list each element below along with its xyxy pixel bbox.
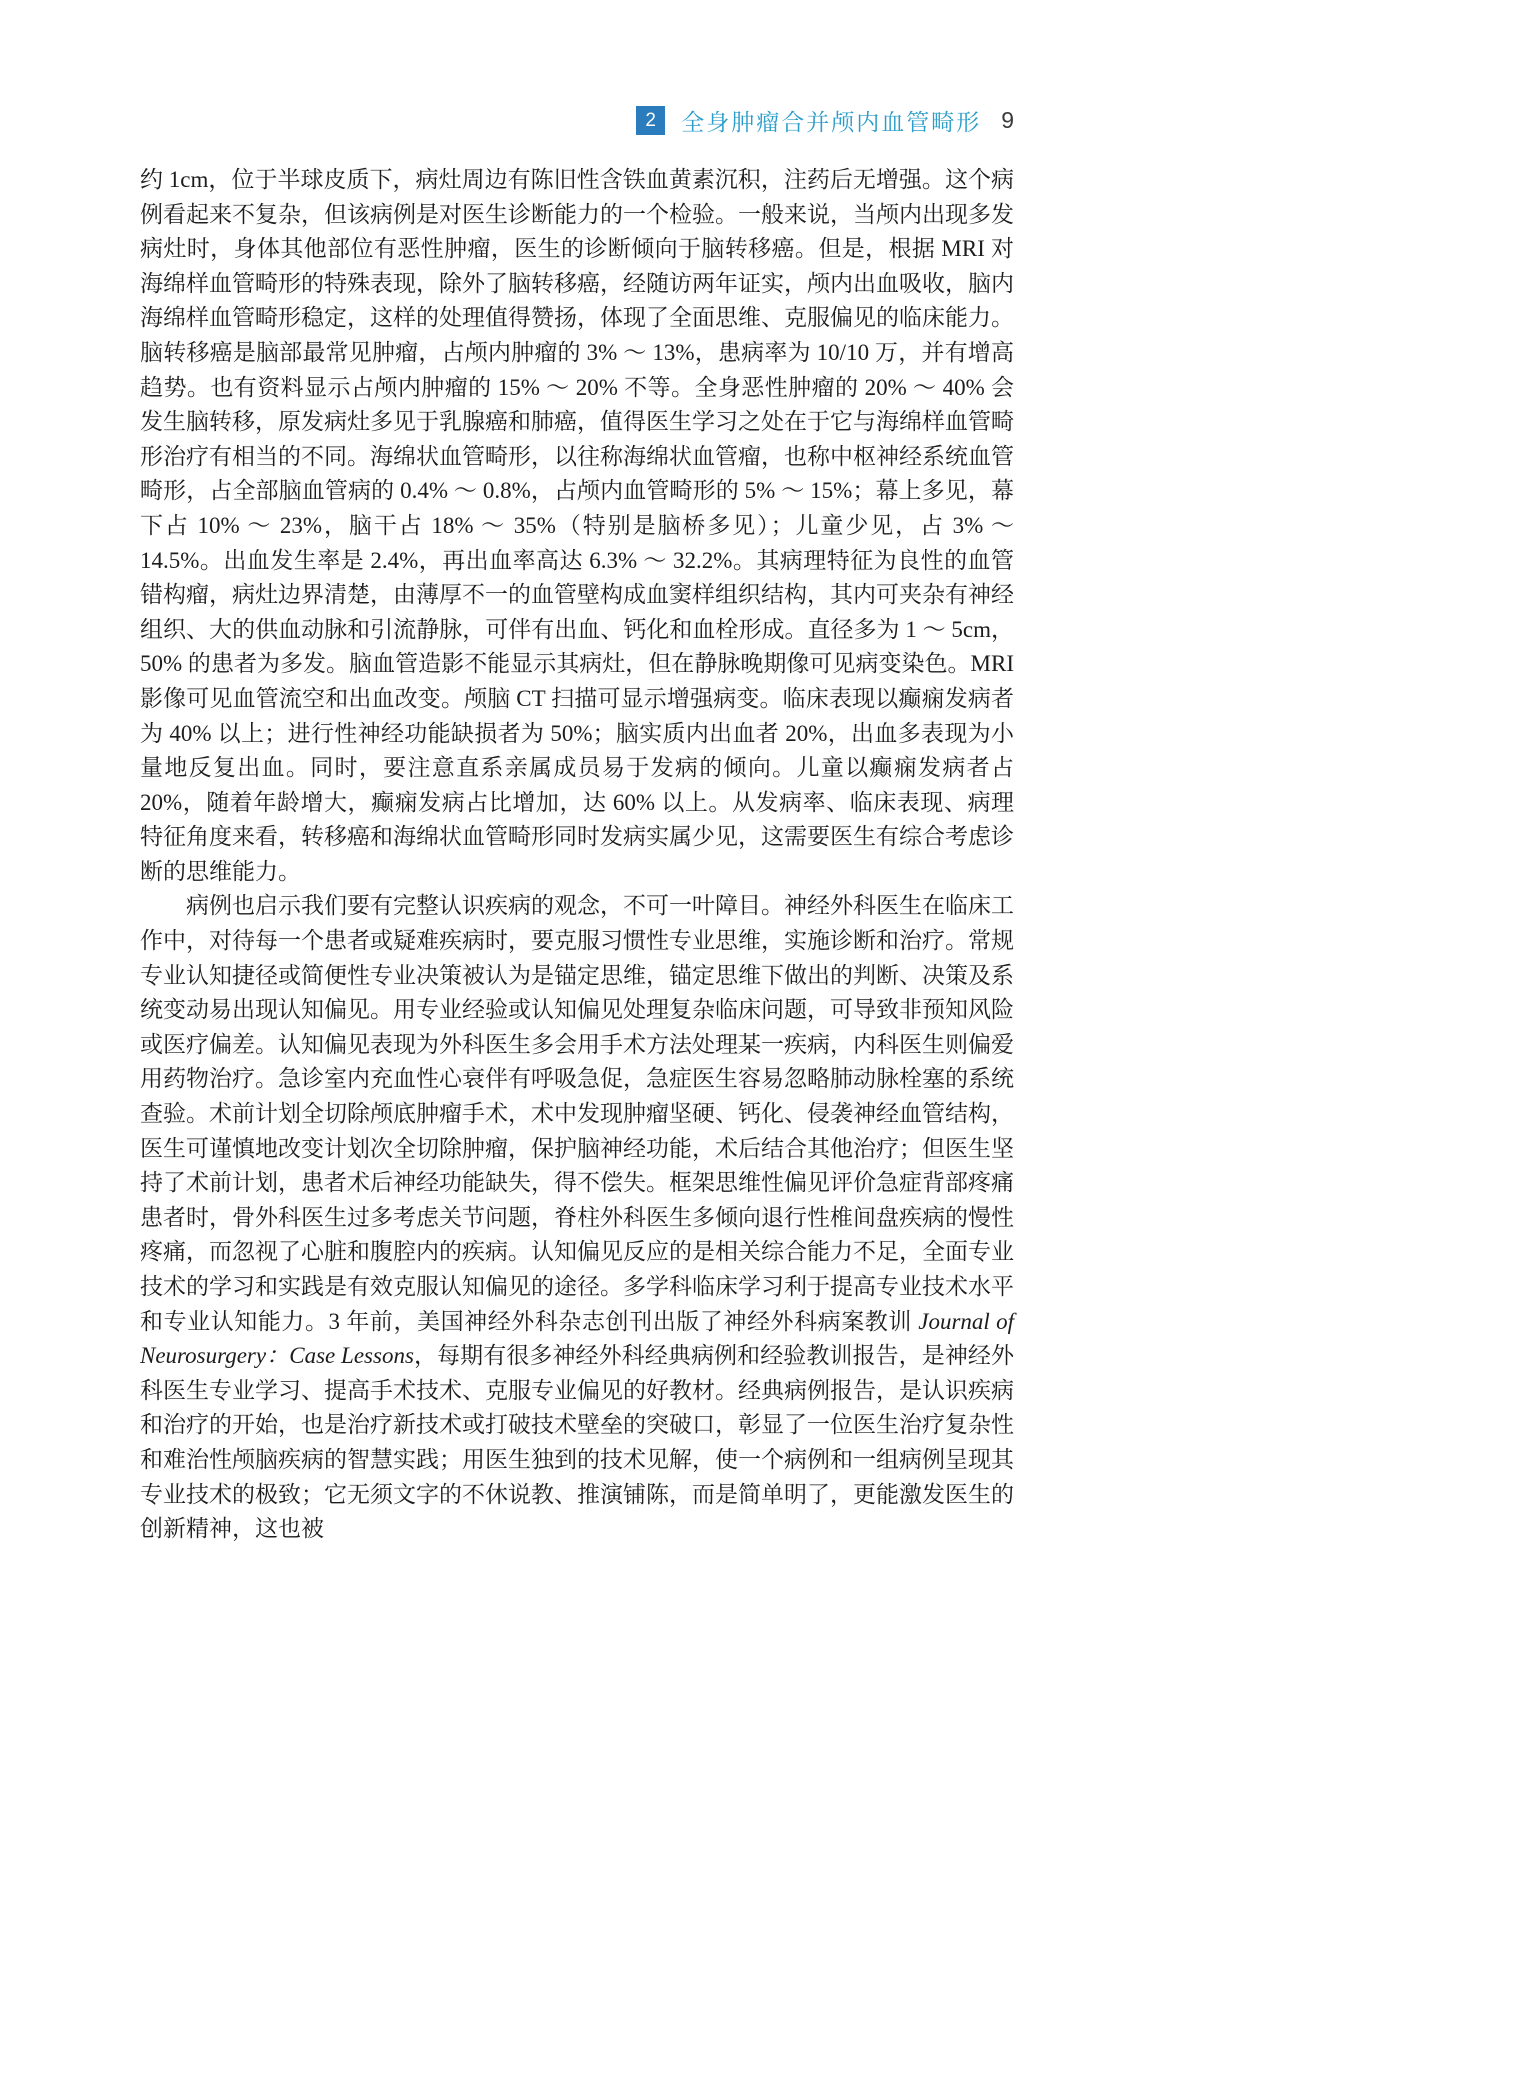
paragraph-continued: 约 1cm，位于半球皮质下，病灶周边有陈旧性含铁血黄素沉积，注药后无增强。这个病例看起来不复杂，但该病例是对医生诊断能力的一个检验。一般来说，当颅内出现多发病灶时，身体其他部位有恶性肿瘤，医生的诊断倾向于脑转移癌。但是，根据 MRI 对海绵样血管畸形的特殊表现，除外了脑转移癌，经随访两年证实，颅内出血吸收，脑内海绵样血管畸形稳定，这样的处理值得赞扬，体现了全面思维、克服偏见的临床能力。脑转移癌是脑部最常见肿瘤，占颅内肿瘤的 3% ～ 13%，患病率为 10/10 万，并有增高趋势。也有资料显示占颅内肿瘤的 15% ～ 20% 不等。全身恶性肿瘤的 20% ～ 40% 会发生脑转移，原发病灶多见于乳腺癌和肺癌，值得医生学习之处在于它与海绵样血管畸形治疗有相当的不同。海绵状血管畸形，以往称海绵状血管瘤，也称中枢神经系统血管畸形，占全部脑血管病的 0.4% ～ 0.8%，占颅内血管畸形的 5% ～ 15%；幕上多见，幕下占 10% ～ 23%，脑干占 18% ～ 35%（特别是脑桥多见）；儿童少见，占 3% ～ 14.5%。出血发生率是 2.4%，再出血率高达 6.3% ～ 32.2%。其病理特征为良性的血管错构瘤，病灶边界清楚，由薄厚不一的血管壁构成血窦样组织结构，其内可夹杂有神经组织、大的供血动脉和引流静脉，可伴有出血、钙化和血栓形成。直径多为 1 ～ 5cm，50% 的患者为多发。脑血管造影不能显示其病灶，但在静脉晚期像可见病变染色。MRI 影像可见血管流空和出血改变。颅脑 CT 扫描可显示增强病变。临床表现以癫痫发病者为 40% 以上；进行性神经功能缺损者为 50%；脑实质内出血者 20%，出血多表现为小量地反复出血。同时，要注意直系亲属成员易于发病的倾向。儿童以癫痫发病者占 20%，随着年龄增大，癫痫发病占比增加，达 60% 以上。从发病率、临床表现、病理特征角度来看，转移癌和海绵状血管畸形同时发病实属少见，这需要医生有综合考虑诊断的思维能力。: [140, 167, 1014, 884]
page-number: 9: [1001, 107, 1014, 133]
chapter-title: 全身肿瘤合并颅内血管畸形: [681, 109, 982, 135]
chapter-number-badge: 2: [636, 106, 665, 135]
running-header: [140, 104, 1014, 137]
paragraph-second-text-after: ，每期有很多神经外科经典病例和经验教训报告，是神经外科医生专业学习、提高手术技术、克服专业偏见的好教材。经典病例报告，是认识疾病和治疗的开始，也是治疗新技术或打破技术壁垒的突破口，彰显了一位医生治疗复杂性和难治性颅脑疾病的智慧实践；用医生独到的技术见解，使一个病例和一组病例呈现其专业技术的极致；它无须文字的不休说教、推演铺陈，而是简单明了，更能激发医生的创新精神，这也被: [140, 1343, 1014, 1542]
body-text: [140, 163, 1014, 1547]
paragraph-second-text-before: 病例也启示我们要有完整认识疾病的观念，不可一叶障目。神经外科医生在临床工作中，对待每一个患者或疑难疾病时，要克服习惯性专业思维，实施诊断和治疗。常规专业认知捷径或简便性专业决策被认为是锚定思维，锚定思维下做出的判断、决策及系统变动易出现认知偏见。用专业经验或认知偏见处理复杂临床问题，可导致非预知风险或医疗偏差。认知偏见表现为外科医生多会用手术方法处理某一疾病，内科医生则偏爱用药物治疗。急诊室内充血性心衰伴有呼吸急促，急症医生容易忽略肺动脉栓塞的系统查验。术前计划全切除颅底肿瘤手术，术中发现肿瘤坚硬、钙化、侵袭神经血管结构，医生可谨慎地改变计划次全切除肿瘤，保护脑神经功能，术后结合其他治疗；但医生坚持了术前计划，患者术后神经功能缺失，得不偿失。框架思维性偏见评价急症背部疼痛患者时，骨外科医生过多考虑关节问题，脊柱外科医生多倾向退行性椎间盘疾病的慢性疼痛，而忽视了心脏和腹腔内的疾病。认知偏见反应的是相关综合能力不足，全面专业技术的学习和实践是有效克服认知偏见的途径。多学科临床学习利于提高专业技术水平和专业认知能力。3 年前，美国神经外科杂志创刊出版了神经外科病案教训: [140, 893, 1014, 1334]
paragraph-second: [140, 889, 1014, 1546]
journal-title-italic: Journal of Neurosurgery：Case Lessons: [140, 1308, 1014, 1369]
